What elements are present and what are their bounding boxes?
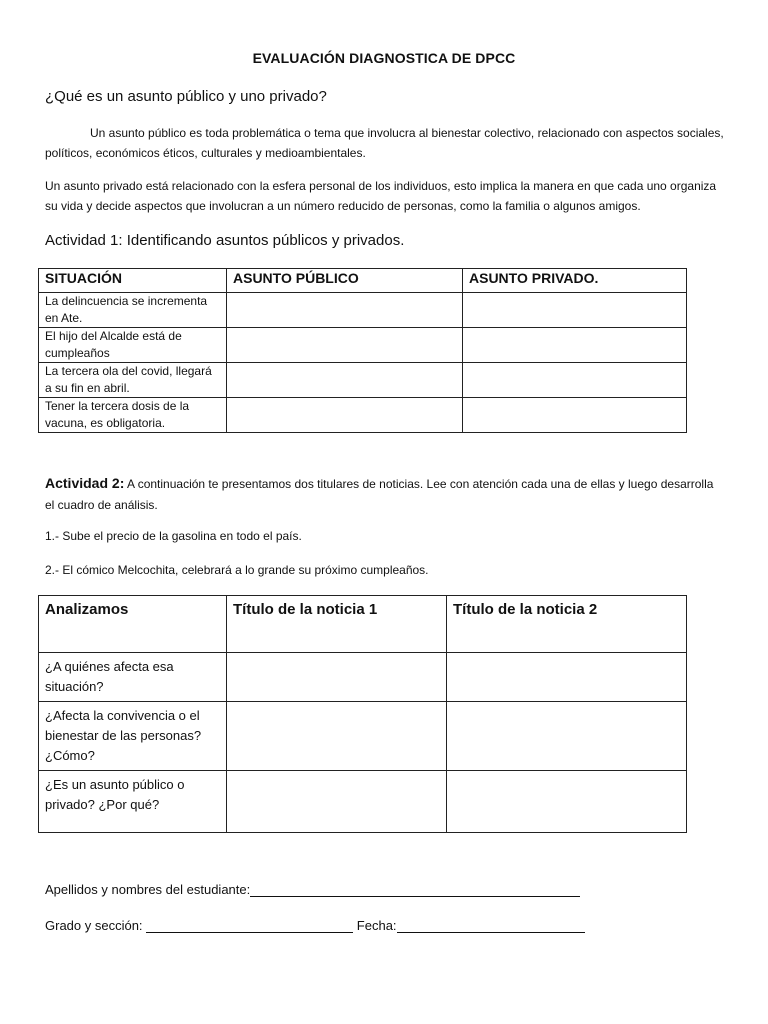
date-label: Fecha: <box>356 918 397 933</box>
table-row <box>39 293 687 328</box>
public-answer-cell[interactable] <box>227 293 463 328</box>
analysis-question-cell: ¿Afecta la convivencia o el bienestar de las personas? ¿Cómo? <box>39 702 227 771</box>
header-analizamos: Analizamos <box>39 596 227 653</box>
private-answer-cell[interactable] <box>463 363 687 398</box>
activity1-heading: Actividad 1: Identificando asuntos públicos y privados. <box>45 232 405 249</box>
private-answer-cell[interactable] <box>463 328 687 363</box>
date-blank[interactable] <box>397 918 585 933</box>
paragraph-public: Un asunto público es toda problemática o tema que involucra al bienestar colectivo, relacionado con aspectos sociales, políticos, económicos éticos, culturales y medioambientales. <box>45 126 724 160</box>
analysis-table <box>38 595 687 833</box>
table-row <box>39 702 687 771</box>
situation-cell: El hijo del Alcalde está de cumpleaños <box>39 328 227 363</box>
activity1-table <box>38 268 687 433</box>
news2-answer-cell[interactable] <box>447 653 687 702</box>
grade-date-line <box>45 918 585 933</box>
news-headline-1: 1.- Sube el precio de la gasolina en todo el país. <box>45 529 302 543</box>
table-row <box>39 363 687 398</box>
public-answer-cell[interactable] <box>227 328 463 363</box>
paragraph-private: Un asunto privado está relacionado con la esfera personal de los individuos, esto implica la manera en que cada uno organiza su vida y decide aspectos que involucran a un número reducido de personas, como la familia o algunos amigos. <box>45 179 717 213</box>
public-answer-cell[interactable] <box>227 363 463 398</box>
page-title: EVALUACIÓN DIAGNOSTICA DE DPCC <box>252 50 516 66</box>
question-heading: ¿Qué es un asunto público y uno privado? <box>45 88 327 105</box>
situation-cell: Tener la tercera dosis de la vacuna, es obligatoria. <box>39 398 227 433</box>
student-name-label: Apellidos y nombres del estudiante: <box>45 882 251 897</box>
table-row <box>39 328 687 363</box>
news-headline-2: 2.- El cómico Melcochita, celebrará a lo grande su próximo cumpleaños. <box>45 563 429 577</box>
analysis-question-cell: ¿A quiénes afecta esa situación? <box>39 653 227 702</box>
student-name-blank[interactable] <box>250 882 580 897</box>
analysis-question-cell: ¿Es un asunto público o privado? ¿Por qué? <box>39 771 227 833</box>
situation-cell: La delincuencia se incrementa en Ate. <box>39 293 227 328</box>
situation-cell: La tercera ola del covid, llegará a su fin en abril. <box>39 363 227 398</box>
activity1-header-row <box>39 269 687 293</box>
news1-answer-cell[interactable] <box>227 702 447 771</box>
table-row <box>39 398 687 433</box>
activity2-text: A continuación te presentamos dos titulares de noticias. Lee con atención cada una de ellas y luego desarrolla el cuadro de análisis. <box>45 477 714 512</box>
public-answer-cell[interactable] <box>227 398 463 433</box>
analysis-header-row <box>39 596 687 653</box>
header-noticia-2: Título de la noticia 2 <box>447 596 687 653</box>
header-asunto-privado: ASUNTO PRIVADO. <box>463 269 687 293</box>
private-answer-cell[interactable] <box>463 398 687 433</box>
news1-answer-cell[interactable] <box>227 771 447 833</box>
header-noticia-1: Título de la noticia 1 <box>227 596 447 653</box>
table-row <box>39 653 687 702</box>
news2-answer-cell[interactable] <box>447 702 687 771</box>
activity2-label: Actividad 2: <box>45 475 125 491</box>
header-situacion: SITUACIÓN <box>39 269 227 293</box>
table-row <box>39 771 687 833</box>
private-answer-cell[interactable] <box>463 293 687 328</box>
grade-label: Grado y sección: <box>45 918 143 933</box>
student-name-line <box>45 882 580 897</box>
grade-blank[interactable] <box>146 918 353 933</box>
news2-answer-cell[interactable] <box>447 771 687 833</box>
activity2-instructions <box>45 473 725 516</box>
news1-answer-cell[interactable] <box>227 653 447 702</box>
header-asunto-publico: ASUNTO PÚBLICO <box>227 269 463 293</box>
